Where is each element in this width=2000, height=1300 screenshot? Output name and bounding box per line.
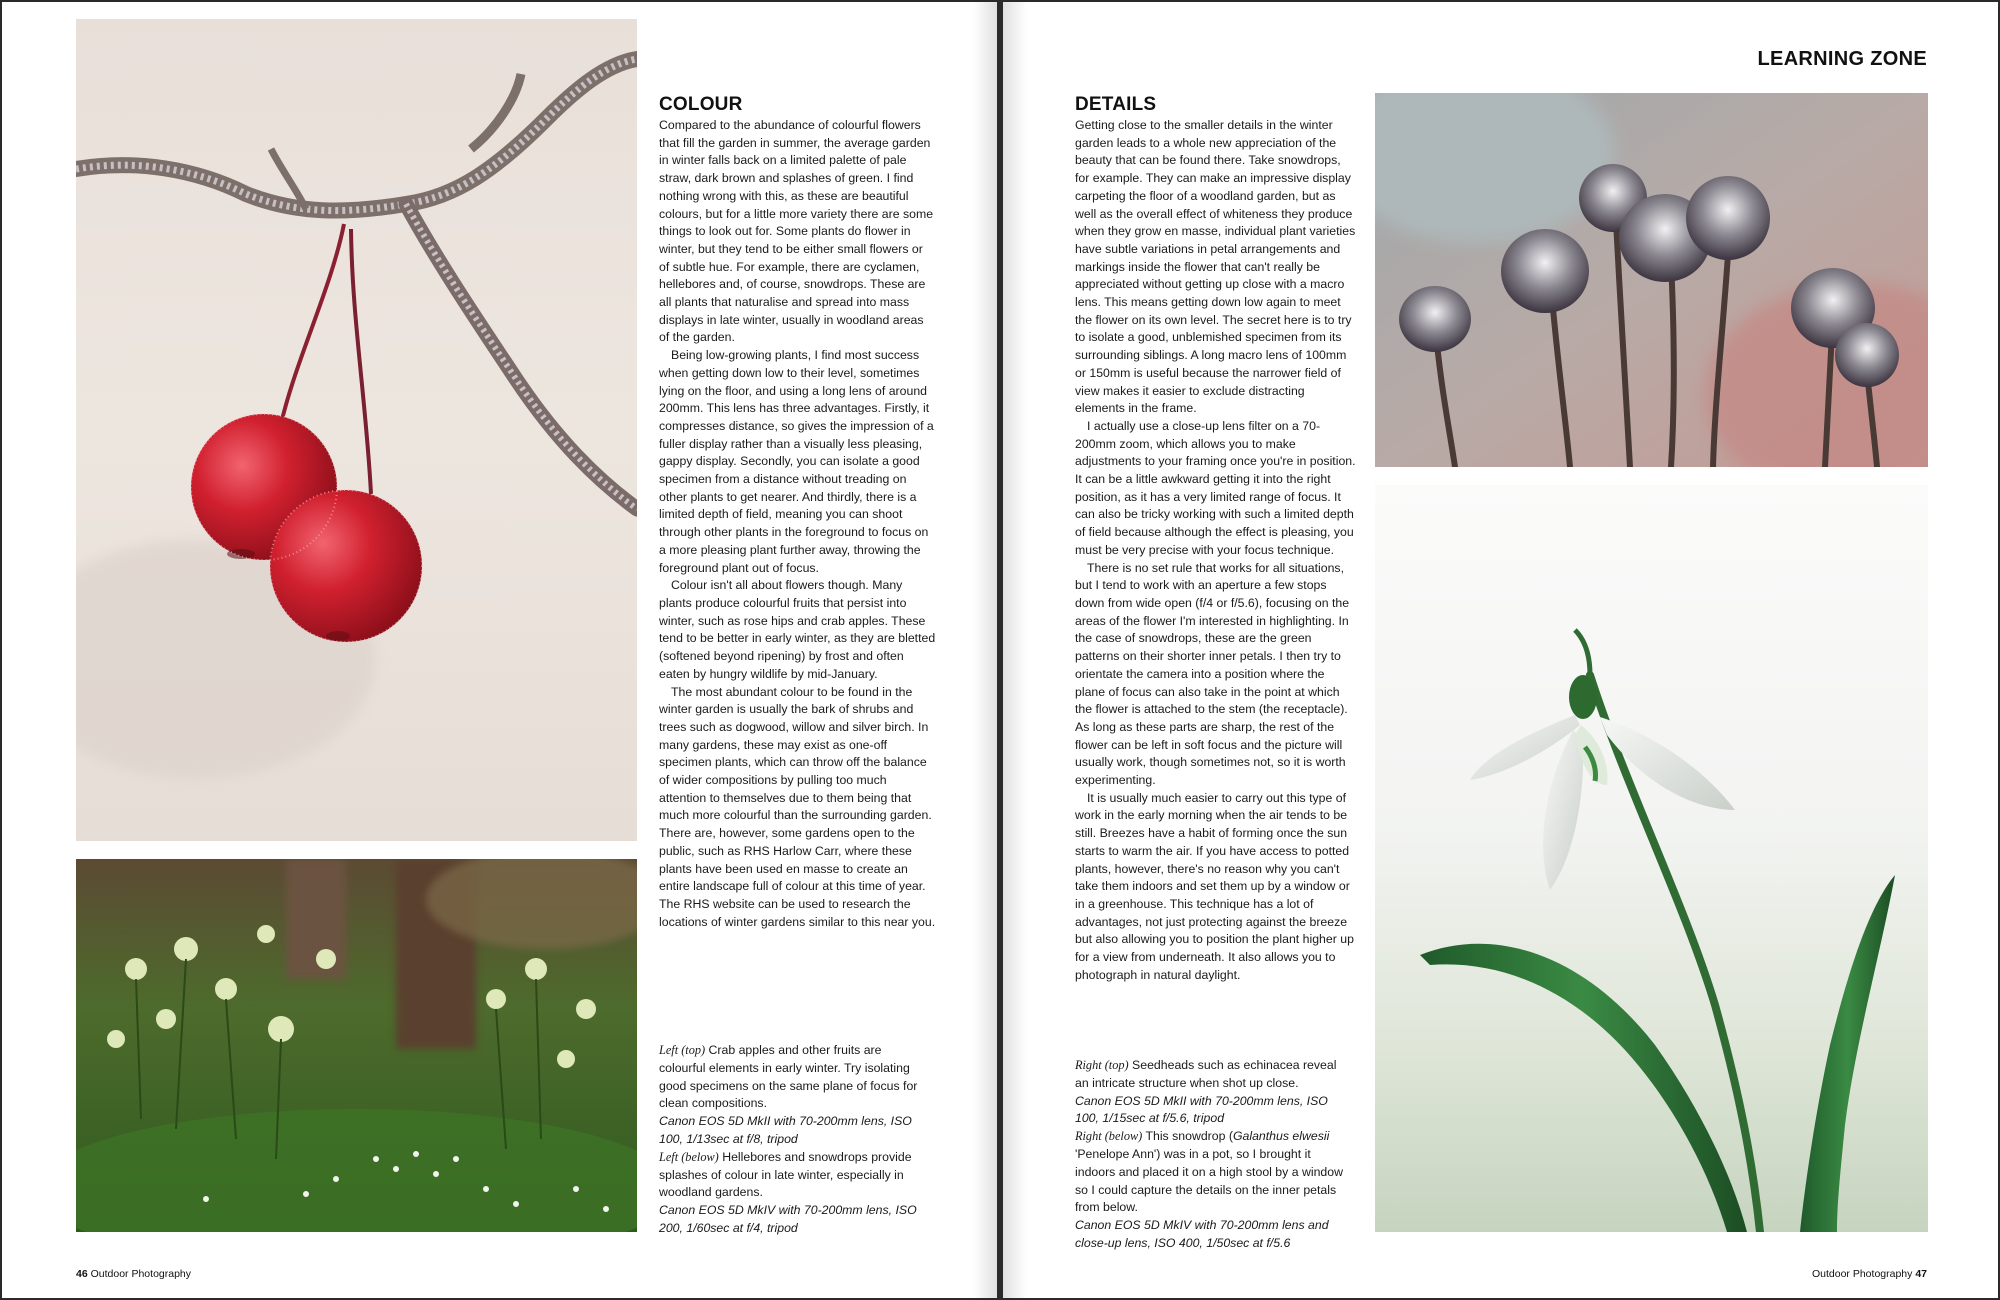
magazine-title: Outdoor Photography — [90, 1268, 192, 1280]
body-paragraph: There is no set rule that works for all situations, but I tend to work with an aperture a few stops down from wide open (f/4 or f/5.6), focusing on the areas of the flower I'm interested in highlighting. In the case of snowdrops, these are the green patterns on their shorter inner petals. I then try to orientate the camera into a position where the plane of focus can also take in the point at which the flower is attached to the stem (the receptacle). As long as these parts are sharp, the rest of the flower can be left in soft focus and the picture will usually work, though sometimes not, so it is worth experimenting. — [1075, 560, 1350, 788]
caption-text: Crab apples and other fruits are colourful elements in early winter. Try isolating good specimens on the same plane of focus for clean compositions. — [659, 1043, 918, 1111]
left-page — [2, 2, 997, 1298]
caption-text: This snowdrop ( — [1142, 1129, 1233, 1144]
magazine-title: Outdoor Photography — [1811, 1268, 1913, 1280]
spine-shadow — [973, 2, 997, 1298]
body-paragraph: I actually use a close-up lens filter on a 70-200mm zoom, which allows you to make adjustments to your framing once you're in position. It can be a little awkward getting it into the right position, as it has a very limited range of focus. It can also be tricky working with such a limited depth of field because although the effect is pleasing, you must be very precise with your focus technique. — [1075, 418, 1356, 557]
section-label: LEARNING ZONE — [1757, 48, 1927, 70]
left-folio — [76, 1268, 191, 1280]
camera-spec: Canon EOS 5D MkIV with 70-200mm lens, ISO 200, 1/60sec at f/4, tripod — [659, 1203, 917, 1235]
caption-lead: Right (below) — [1075, 1129, 1143, 1144]
body-paragraph: The most abundant colour to be found in the winter garden is usually the bark of shrubs and trees such as dogwood, willow and silver birch. In many gardens, these may exist as one-off specimen plants, which can throw off the balance of wider compositions by pulling too much attention to themselves due to them being that much more colourful than the surrounding garden. There are, however, some gardens open to the public, such as RHS Harlow Carr, where these plants have been used en masse to create an entire landscape full of colour at this time of year. The RHS website can be used to research the locations of winter gardens similar to this near you. — [659, 684, 936, 929]
left-captions — [659, 1042, 929, 1238]
page-number: 47 — [1915, 1268, 1927, 1280]
caption-text: 'Penelope Ann') was in a pot, so I brought it indoors and placed it on a high stool by a window so I could capture the details on the inner petals from below. — [1075, 1146, 1343, 1215]
body-paragraph: Colour isn't all about flowers though. Many plants produce colourful fruits that persist into winter, such as rose hips and crab apples. These tend to be better in early winter, as they are bletted (softened beyond ripening) by frost and often eaten by hungry wildlife by mid-January. — [659, 578, 936, 681]
caption-lead: Left (top) — [659, 1043, 706, 1057]
caption-text: Hellebores and snowdrops provide splashes of colour in late winter, especially in woodland gardens. — [659, 1149, 912, 1200]
caption-bottom — [659, 1149, 929, 1202]
body-paragraph: Compared to the abundance of colourful flowers that fill the garden in summer, the average garden in winter falls back on a limited palette of pale straw, dark brown and splashes of green. I find nothing wrong with this, as these are beautiful colours, but for a little more variety there are some things to look out for. Some plants do flower in winter, but they tend to be either small flowers or of subtle hue. For example, there are cyclamen, hellebores and, of course, snowdrops. These are all plants that naturalise and spread into mass displays in late winter, usually in woodland areas of the garden. — [659, 118, 934, 345]
camera-spec: Canon EOS 5D MkII with 70-200mm lens, ISO 100, 1/13sec at f/8, tripod — [659, 1114, 912, 1146]
snowdrop-photo — [1375, 485, 1928, 1232]
caption-lead: Right (top) — [1075, 1058, 1129, 1072]
crab-apple-photo — [76, 19, 637, 841]
camera-spec: Canon EOS 5D MkIV with 70-200mm lens and close-up lens, ISO 400, 1/50sec at f/5.6 — [1075, 1218, 1329, 1250]
body-paragraph: It is usually much easier to carry out this type of work in the early morning when the air tends to be still. Breezes have a habit of forming once the sun starts to warm the air. If you have access to potted plants, however, there's no reason why you can't take them indoors and set them up by a window or in a greenhouse. This technique has a lot of advantages, not just protecting against the breeze but also allowing you to position the plant higher up for a view from underneath. It also allows you to photograph in natural daylight. — [1075, 790, 1354, 982]
species-name: Galanthus elwesii — [1232, 1129, 1330, 1144]
page-number: 46 — [76, 1268, 88, 1280]
details-heading: DETAILS — [1075, 94, 1157, 115]
spine-shadow — [1003, 2, 1027, 1298]
caption-text: Seedheads such as echinacea reveal an intricate structure when shot up close. — [1075, 1058, 1337, 1090]
colour-article-body — [659, 117, 936, 931]
camera-spec: Canon EOS 5D MkII with 70-200mm lens, ISO 100, 1/15sec at f/5.6, tripod — [1075, 1093, 1328, 1126]
body-paragraph: Getting close to the smaller details in the winter garden leads to a whole new appreciation of the beauty that can be found there. Take snowdrops, for example. They can make an impressive display carpeting the floor of a woodland garden, but as well as the overall effect of whiteness they produce when they grow en masse, individual plant varieties have subtle variations in petal arrangements and markings inside the flower that can't really be appreciated without getting up close with a macro lens. This means getting down low again to meet the flower on its own level. The secret here is to try to isolate a good, unblemished specimen from its surrounding siblings. A long macro lens of 100mm or 150mm is useful because the narrower field of view makes it easier to exclude distracting elements in the frame. — [1075, 118, 1356, 416]
echinacea-photo — [1375, 93, 1928, 467]
hellebores-photo — [76, 859, 637, 1232]
colour-heading: COLOUR — [659, 94, 743, 115]
caption-lead: Left (below) — [659, 1149, 719, 1164]
caption-top — [1075, 1057, 1353, 1093]
caption-bottom — [1075, 1128, 1353, 1217]
caption-top — [659, 1042, 929, 1113]
right-page — [1003, 2, 1998, 1298]
right-captions — [1075, 1057, 1353, 1253]
body-paragraph: Being low-growing plants, I find most success when getting down low to their level, sometimes lying on the floor, and using a long lens of around 200mm. This lens has three advantages. Firstly, it compresses distance, so gives the impression of a fuller display rather than a visually less pleasing, gappy display. Secondly, you can isolate a good specimen from a distance without treading on other plants to get nearer. And thirdly, there is a limited depth of field, meaning you can shoot through other plants in the foreground to focus on a more pleasing plant further away, throwing the foreground plant out of focus. — [659, 348, 934, 575]
details-article-body — [1075, 117, 1356, 984]
right-folio — [1812, 1268, 1927, 1280]
